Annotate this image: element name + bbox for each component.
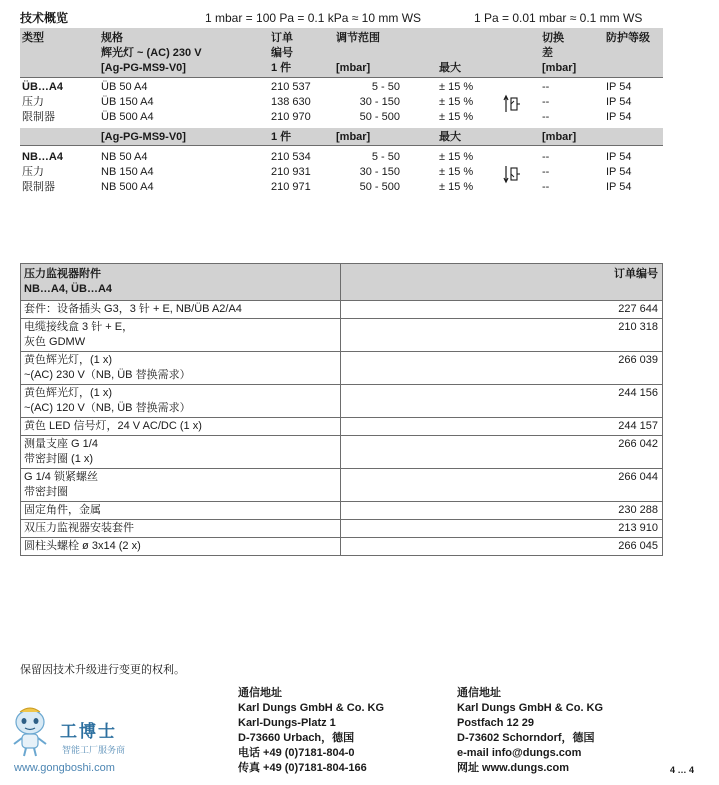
pressure-rise-switch-icon xyxy=(503,93,521,115)
accessory-description: 测量支座 G 1/4 带密封圈 (1 x) xyxy=(21,436,341,468)
unit-conversion-pa: 1 Pa = 0.01 mbar ≈ 0.1 mm WS xyxy=(474,11,643,25)
accessory-order-number: 213 910 xyxy=(618,522,658,534)
row-switch-diff: -- xyxy=(542,181,550,193)
table-row xyxy=(21,519,662,537)
row-spec: NB 150 A4 xyxy=(101,166,154,178)
address2-title: 通信地址 xyxy=(457,687,501,699)
address1-street: Karl-Dungs-Platz 1 xyxy=(238,717,336,729)
row-range: 5 - 50 xyxy=(371,81,400,93)
table-row xyxy=(21,435,662,468)
row-spec: ÜB 500 A4 xyxy=(101,111,154,123)
accessory-order-number: 210 318 xyxy=(618,321,658,333)
sub-range-unit: [mbar] xyxy=(336,131,371,143)
row-order: 210 931 xyxy=(271,166,311,178)
accessory-description: 固定角件，金属 xyxy=(21,502,341,519)
row-max: ± 15 % xyxy=(439,96,474,108)
accessories-table xyxy=(20,263,663,556)
accessory-order-number: 266 042 xyxy=(618,438,658,450)
accessory-description: G 1/4 锁紧螺丝 带密封圈 xyxy=(21,469,341,501)
address2-city: D-73602 Schorndorf，德国 xyxy=(457,732,595,744)
row-switch-diff: -- xyxy=(542,96,550,108)
col-switch-unit: [mbar] xyxy=(542,62,577,74)
address2-street: Postfach 12 29 xyxy=(457,717,535,729)
col-spec-header-line3: [Ag-PG-MS9-V0] xyxy=(101,62,186,74)
row-order: 210 534 xyxy=(271,151,311,163)
row-order: 138 630 xyxy=(271,96,311,108)
row-range: 30 - 150 xyxy=(359,96,400,108)
col-order-header-line2: 编号 xyxy=(271,47,293,59)
accessories-header-order: 订单编号 xyxy=(614,268,658,280)
sub-spec-header: [Ag-PG-MS9-V0] xyxy=(101,131,186,143)
table-row xyxy=(21,468,662,501)
address1-fax: 传真 +49 (0)7181-804-166 xyxy=(238,762,367,774)
row-spec: NB 500 A4 xyxy=(101,181,154,193)
accessory-description: 圆柱头螺栓 ø 3x14 (2 x) xyxy=(21,538,341,555)
address2-email: e-mail info@dungs.com xyxy=(457,747,582,759)
group-type-line: 压力 xyxy=(22,96,44,108)
mascot-robot-icon xyxy=(8,704,52,760)
group-type-line: 压力 xyxy=(22,166,44,178)
row-ip: IP 54 xyxy=(606,96,632,108)
table-row xyxy=(21,417,662,435)
pressure-fall-switch-icon xyxy=(503,163,521,185)
row-order: 210 971 xyxy=(271,181,311,193)
col-switch-header-line2: 差 xyxy=(542,47,553,59)
table-row xyxy=(21,537,662,555)
accessory-description: 电缆接线盒 3 针 + E， 灰色 GDMW xyxy=(21,319,341,351)
group-type-name: ÜB…A4 xyxy=(22,81,63,93)
row-max: ± 15 % xyxy=(439,166,474,178)
col-order-header-line3: 1 件 xyxy=(271,62,292,74)
row-range: 5 - 50 xyxy=(371,151,400,163)
row-range: 50 - 500 xyxy=(359,181,400,193)
accessories-header-title: 压力监视器附件 NB…A4, ÜB…A4 xyxy=(21,264,341,300)
table-row xyxy=(21,318,662,351)
row-range: 50 - 500 xyxy=(359,111,400,123)
col-spec-header: 规格 xyxy=(101,32,123,44)
row-spec: NB 50 A4 xyxy=(101,151,148,163)
col-range-unit: [mbar] xyxy=(336,62,371,74)
row-order: 210 970 xyxy=(271,111,311,123)
col-type-header: 类型 xyxy=(22,32,44,44)
accessories-header-row xyxy=(21,264,662,300)
row-switch-diff: -- xyxy=(542,151,550,163)
sub-switch-unit: [mbar] xyxy=(542,131,577,143)
address1-company: Karl Dungs GmbH & Co. KG xyxy=(238,702,385,714)
sub-order-header: 1 件 xyxy=(271,131,292,143)
address2-company: Karl Dungs GmbH & Co. KG xyxy=(457,702,604,714)
row-spec: ÜB 50 A4 xyxy=(101,81,148,93)
table-row xyxy=(21,351,662,384)
group-type-line: 限制器 xyxy=(22,111,55,123)
accessory-description: 双压力监视器安装套件 xyxy=(21,520,341,537)
overview-header-rule xyxy=(20,77,663,78)
accessory-order-number: 266 039 xyxy=(618,354,658,366)
accessory-order-number: 244 157 xyxy=(618,420,658,432)
sub-max-header: 最大 xyxy=(439,131,461,143)
row-max: ± 15 % xyxy=(439,181,474,193)
row-range: 30 - 150 xyxy=(359,166,400,178)
row-ip: IP 54 xyxy=(606,181,632,193)
overview-title: 技术概览 xyxy=(20,11,69,25)
row-order: 210 537 xyxy=(271,81,311,93)
row-max: ± 15 % xyxy=(439,111,474,123)
watermark-tagline: 智能工厂服务商 xyxy=(62,745,126,755)
accessory-order-number: 227 644 xyxy=(618,303,658,315)
row-max: ± 15 % xyxy=(439,81,474,93)
rights-notice: 保留因技术升级进行变更的权利。 xyxy=(20,664,185,676)
accessory-description: 黄色 LED 信号灯，24 V AC/DC (1 x) xyxy=(21,418,341,435)
accessory-order-number: 266 045 xyxy=(618,540,658,552)
col-protection-header: 防护等级 xyxy=(606,32,650,44)
overview-subheader-rule xyxy=(20,145,663,146)
address1-city: D-73660 Urbach，德国 xyxy=(238,732,355,744)
row-switch-diff: -- xyxy=(542,81,550,93)
accessory-description: 黄色辉光灯，(1 x) ~(AC) 120 V（NB, ÜB 替换需求） xyxy=(21,385,341,417)
group-type-name: NB…A4 xyxy=(22,151,63,163)
row-switch-diff: -- xyxy=(542,111,550,123)
accessory-order-number: 266 044 xyxy=(618,471,658,483)
col-switch-header: 切换 xyxy=(542,32,564,44)
row-ip: IP 54 xyxy=(606,151,632,163)
table-row xyxy=(21,300,662,318)
accessory-order-number: 230 288 xyxy=(618,504,658,516)
row-ip: IP 54 xyxy=(606,166,632,178)
address1-title: 通信地址 xyxy=(238,687,282,699)
group-type-line: 限制器 xyxy=(22,181,55,193)
page-number: 4 … 4 xyxy=(670,765,695,775)
address2-web: 网址 www.dungs.com xyxy=(457,762,570,774)
unit-conversion-mbar: 1 mbar = 100 Pa = 0.1 kPa ≈ 10 mm WS xyxy=(205,11,422,25)
col-range-header: 调节范围 xyxy=(336,32,380,44)
row-ip: IP 54 xyxy=(606,111,632,123)
accessory-description: 黄色辉光灯，(1 x) ~(AC) 230 V（NB, ÜB 替换需求） xyxy=(21,352,341,384)
col-max-header: 最大 xyxy=(439,62,461,74)
watermark-url: www.gongboshi.com xyxy=(14,762,115,774)
col-order-header: 订单 xyxy=(271,32,293,44)
table-row xyxy=(21,384,662,417)
row-ip: IP 54 xyxy=(606,81,632,93)
table-row xyxy=(21,501,662,519)
accessory-description: 套件：设备插头 G3，3 针 + E, NB/ÜB A2/A4 xyxy=(21,301,341,318)
accessory-order-number: 244 156 xyxy=(618,387,658,399)
address1-phone: 电话 +49 (0)7181-804-0 xyxy=(238,747,355,759)
row-switch-diff: -- xyxy=(542,166,550,178)
row-max: ± 15 % xyxy=(439,151,474,163)
watermark-brand: 工博士 xyxy=(60,722,117,741)
col-spec-header-line2: 辉光灯 ~ (AC) 230 V xyxy=(101,47,202,59)
row-spec: ÜB 150 A4 xyxy=(101,96,154,108)
